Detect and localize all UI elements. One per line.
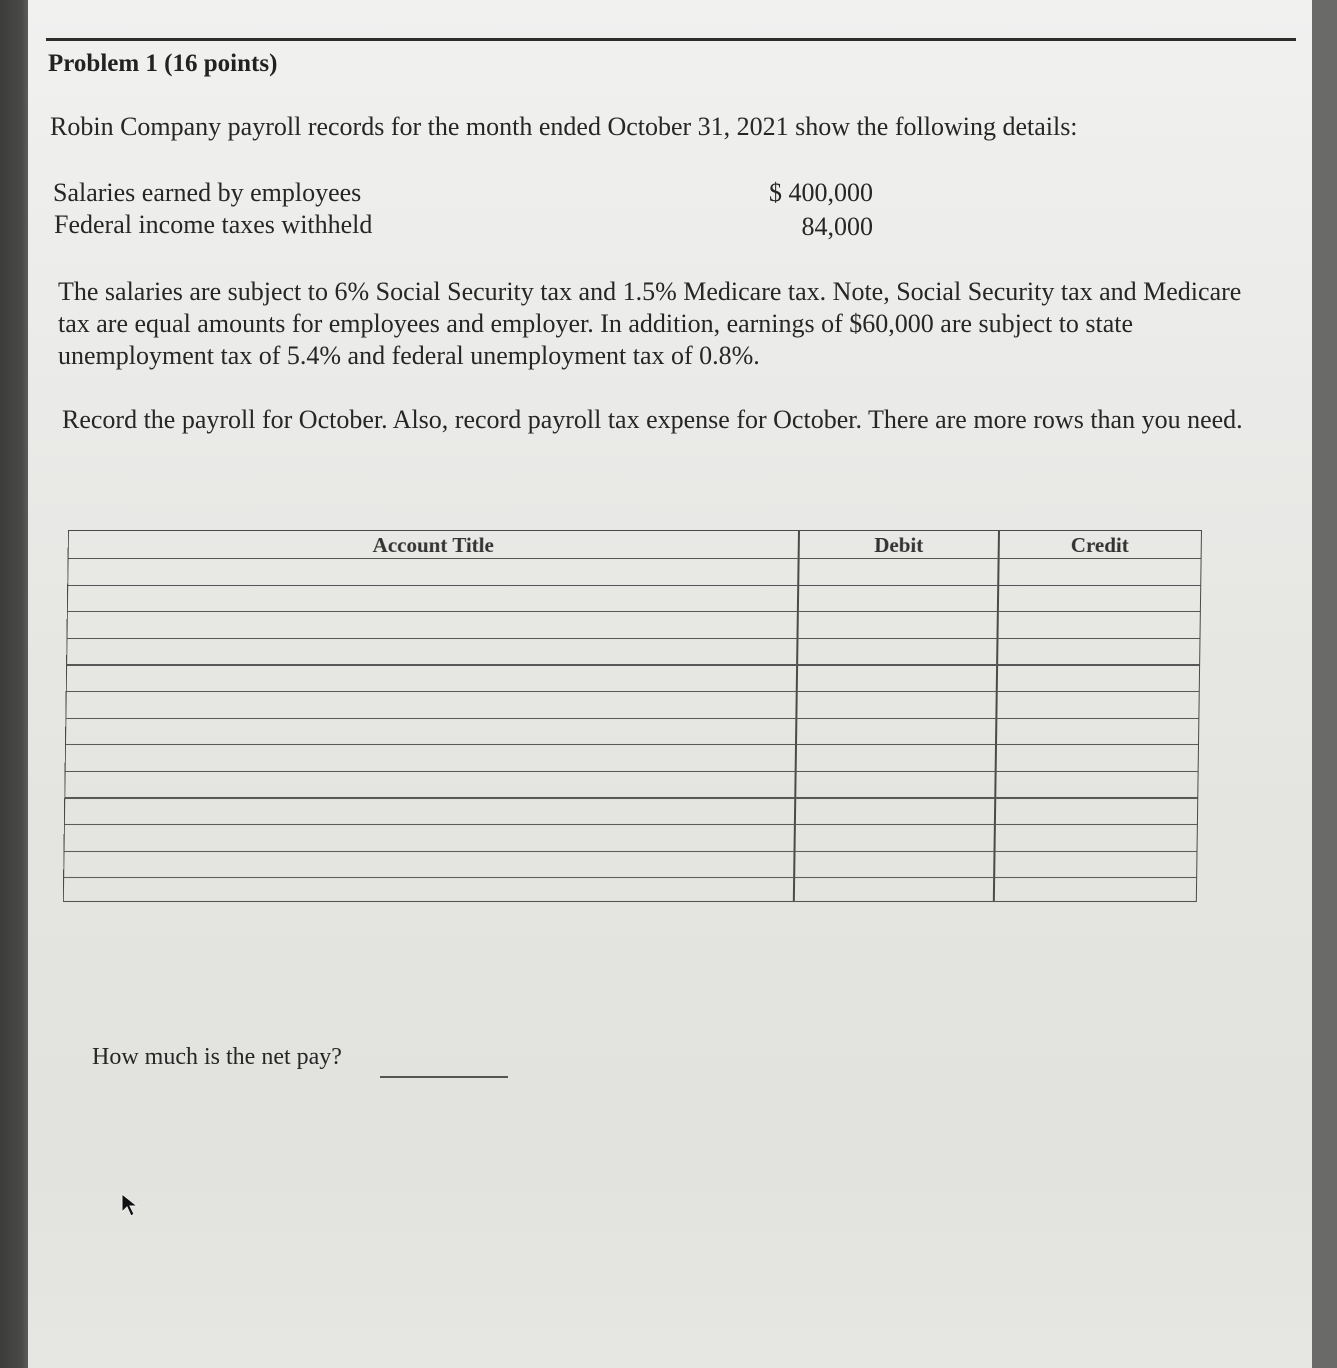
detail-label: Salaries earned by employees bbox=[53, 178, 362, 207]
debit-cell[interactable] bbox=[797, 719, 995, 744]
debit-cell[interactable] bbox=[799, 586, 997, 611]
detail-salaries bbox=[53, 178, 361, 208]
tax-description: The salaries are subject to 6% Social Security tax and 1.5% Medicare tax. Note, Social Security tax and Medicare tax are equal amounts for employees and employer. In addition, earnings of $60,000 are subject to state unemployment tax of 5.4% and federal unemployment tax of 0.8%. bbox=[58, 277, 1242, 370]
credit-cell[interactable] bbox=[998, 665, 1198, 690]
header-debit: Debit bbox=[874, 533, 924, 557]
credit-cell[interactable] bbox=[995, 878, 1195, 903]
journal-entry-table bbox=[63, 530, 1202, 902]
problem-title: Problem 1 (16 points) bbox=[48, 50, 278, 77]
credit-cell[interactable] bbox=[999, 612, 1199, 637]
account-title-cell[interactable] bbox=[65, 772, 794, 797]
problem-intro: Robin Company payroll records for the month ended October 31, 2021 show the following details: bbox=[50, 112, 1078, 141]
account-title-cell[interactable] bbox=[67, 665, 796, 690]
account-title-cell[interactable] bbox=[66, 719, 795, 744]
header-credit: Credit bbox=[1070, 533, 1129, 557]
account-title-cell[interactable] bbox=[66, 745, 795, 770]
account-title-cell[interactable] bbox=[68, 586, 797, 611]
header-account-title: Account Title bbox=[372, 533, 495, 557]
account-title-cell[interactable] bbox=[65, 798, 794, 823]
account-title-cell[interactable] bbox=[67, 639, 796, 664]
account-title-cell[interactable] bbox=[66, 692, 795, 717]
debit-cell[interactable] bbox=[799, 612, 997, 637]
account-title-cell[interactable] bbox=[68, 612, 797, 637]
worksheet-page bbox=[28, 0, 1312, 1368]
detail-salaries-value: $ 400,000 bbox=[769, 178, 873, 207]
credit-cell[interactable] bbox=[999, 559, 1199, 584]
account-title-cell[interactable] bbox=[65, 825, 794, 850]
debit-cell[interactable] bbox=[796, 798, 994, 823]
instructions: Record the payroll for October. Also, record payroll tax expense for October. There are more rows than you need. bbox=[62, 405, 1243, 434]
credit-cell[interactable] bbox=[997, 745, 1197, 770]
account-title-cell[interactable] bbox=[68, 559, 797, 584]
credit-cell[interactable] bbox=[997, 719, 1197, 744]
debit-cell[interactable] bbox=[797, 745, 995, 770]
credit-cell[interactable] bbox=[996, 798, 1196, 823]
debit-cell[interactable] bbox=[796, 772, 994, 797]
debit-cell[interactable] bbox=[799, 559, 997, 584]
credit-cell[interactable] bbox=[998, 639, 1198, 664]
detail-label: Federal income taxes withheld bbox=[54, 210, 373, 239]
debit-cell[interactable] bbox=[795, 852, 993, 877]
top-divider bbox=[46, 38, 1296, 41]
debit-cell[interactable] bbox=[795, 878, 993, 903]
debit-cell[interactable] bbox=[798, 665, 996, 690]
credit-cell[interactable] bbox=[995, 852, 1195, 877]
credit-cell[interactable] bbox=[997, 692, 1197, 717]
net-pay-answer-field[interactable] bbox=[380, 1076, 508, 1078]
credit-cell[interactable] bbox=[996, 772, 1196, 797]
net-pay-question: How much is the net pay? bbox=[92, 1044, 342, 1070]
account-title-cell[interactable] bbox=[64, 852, 793, 877]
mouse-pointer-icon bbox=[120, 1192, 140, 1218]
debit-cell[interactable] bbox=[796, 825, 994, 850]
credit-cell[interactable] bbox=[999, 586, 1199, 611]
detail-federal-tax-value: 84,000 bbox=[801, 212, 873, 241]
debit-cell[interactable] bbox=[798, 639, 996, 664]
debit-cell[interactable] bbox=[797, 692, 995, 717]
account-title-cell[interactable] bbox=[64, 878, 793, 903]
detail-federal-tax bbox=[54, 210, 372, 240]
credit-cell[interactable] bbox=[996, 825, 1196, 850]
